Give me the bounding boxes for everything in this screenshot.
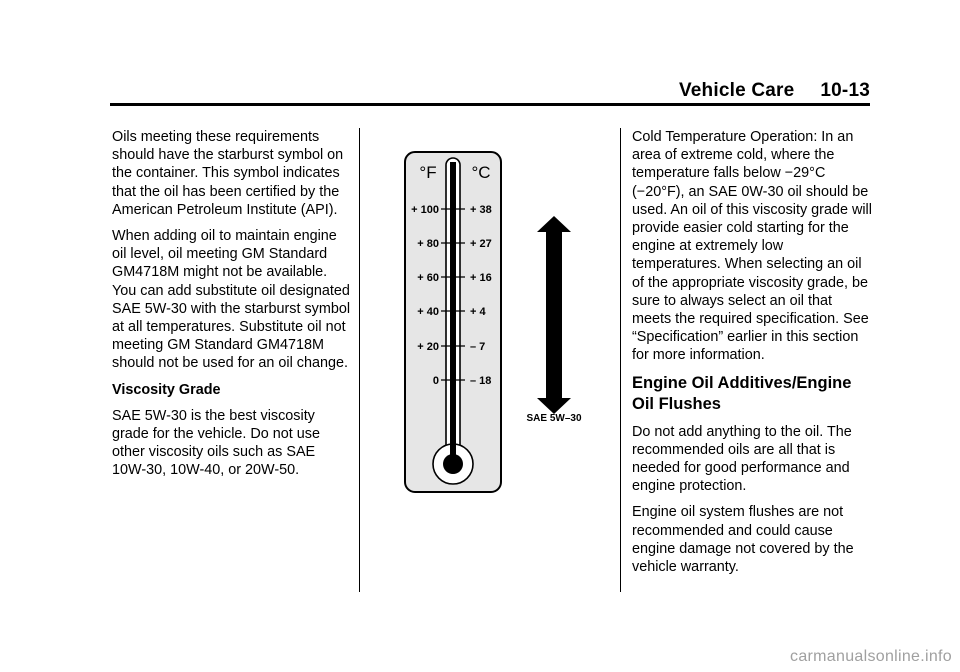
right-column bbox=[632, 128, 872, 584]
header-rule bbox=[110, 103, 870, 106]
tick-label-c: + 27 bbox=[470, 238, 492, 250]
column-divider bbox=[620, 128, 621, 592]
paragraph: Do not add anything to the oil. The recommended oils are all that is needed for good performance and engine protection. bbox=[632, 423, 852, 495]
unit-fahrenheit: °F bbox=[419, 163, 437, 182]
paragraph: SAE 5W-30 is the best viscosity grade for the vehicle. Do not use other viscosity oils such as SAE 10W-30, 10W-40, or 20W-50. bbox=[112, 407, 320, 479]
watermark: carmanualsonline.info bbox=[790, 648, 952, 665]
paragraph: Cold Temperature Operation: In an area of extreme cold, where the temperature falls below −29°C (−20°F), an SAE 0W-30 oil should be used. An oil of this viscosity grade will provide easier cold starting for the engine at extremely low temperatures. When selecting an oil of the appropriate viscosity grade, be sure to always select an oil that meets the required specification. See “Specification” earlier in this section for more information. bbox=[632, 129, 872, 364]
thermometer-figure bbox=[396, 146, 596, 498]
tick-label-c: + 4 bbox=[470, 306, 486, 318]
tick-label-c: – 7 bbox=[470, 341, 486, 353]
range-arrow-shaft bbox=[546, 230, 562, 400]
left-column bbox=[112, 128, 352, 488]
range-arrow-label: SAE 5W–30 bbox=[526, 413, 582, 424]
paragraph: When adding oil to maintain engine oil level, oil meeting GM Standard GM4718M might not be available. You can add substitute oil designated SAE 5W-30 with the starburst symbol at all temperatures. Substitute oil not meeting GM Standard GM4718M should not be used for an oil change. bbox=[112, 228, 351, 372]
paragraph: Engine oil system flushes are not recommended and could cause engine damage not covered by the vehicle warranty. bbox=[632, 504, 854, 576]
column-divider bbox=[359, 128, 360, 592]
range-arrow-head-down bbox=[537, 398, 571, 414]
tick-label-f: + 100 bbox=[411, 204, 439, 216]
subheading-viscosity-grade: Viscosity Grade bbox=[112, 381, 221, 398]
chapter-title: Vehicle Care bbox=[678, 80, 795, 101]
thermometer-svg bbox=[396, 146, 596, 498]
page-number: 10-13 bbox=[820, 80, 870, 101]
tick-label-f: 0 bbox=[432, 375, 439, 387]
tick-label-f: + 80 bbox=[417, 238, 439, 250]
section-heading-additives: Engine Oil Additives/Engine Oil Flushes bbox=[632, 373, 852, 413]
tick-label-f: + 20 bbox=[417, 341, 439, 353]
paragraph: Oils meeting these requirements should have the starburst symbol on the container. This symbol indicates that the oil has been certified by the American Petroleum Institute (API). bbox=[112, 129, 344, 218]
tick-label-f: + 60 bbox=[417, 272, 439, 284]
tick-label-f: + 40 bbox=[417, 306, 439, 318]
tick-label-c: – 18 bbox=[470, 375, 492, 387]
range-arrow-head-up bbox=[537, 216, 571, 232]
tick-label-c: + 38 bbox=[470, 204, 492, 216]
unit-celsius: °C bbox=[471, 163, 491, 182]
tick-label-c: + 16 bbox=[470, 272, 492, 284]
header-title bbox=[679, 80, 870, 102]
